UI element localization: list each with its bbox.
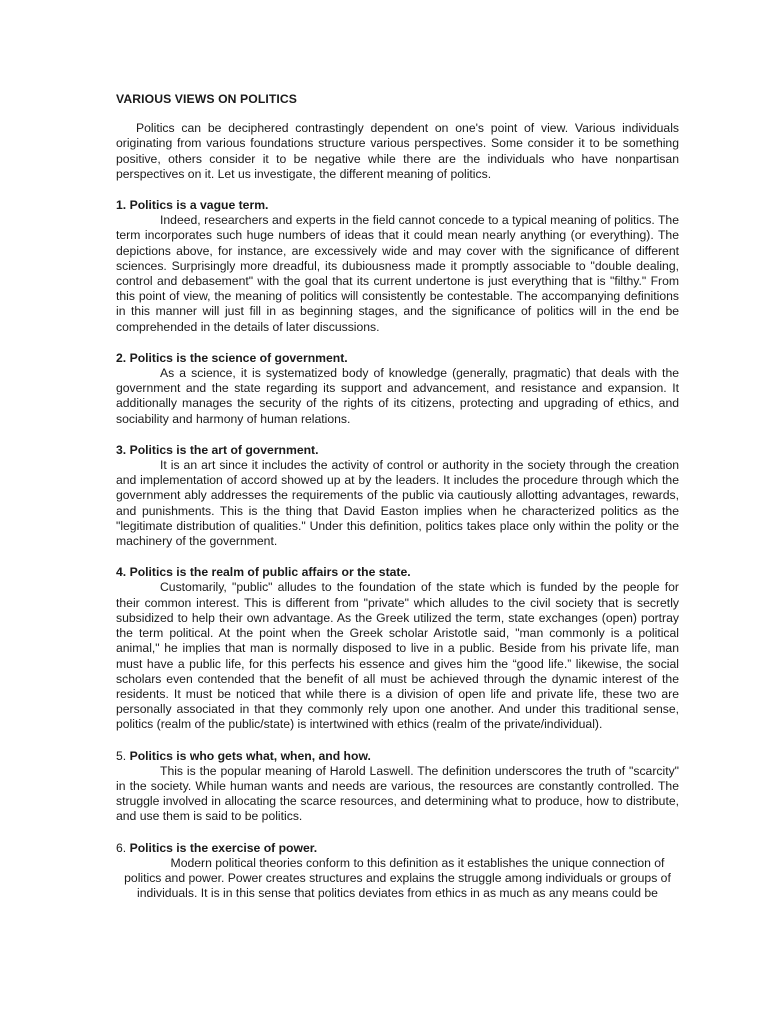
section-body: Customarily, "public" alludes to the foundation of the state which is funded by the people for their common interest. This is different from "private" which alludes to the civil society that is secretly subsidized to help their own advantage. As the Greek utilized the term, state exchanges (open) portray the term political. At the point when the Greek scholar Aristotle said, "man commonly is a political animal," he implies that man is normally disposed to live in a public. Beside from his private life, man must have a public life, for this perfects his essence and gives him the “good life.” likewise, the social scholars even contended that the benefit of all must be achieved through the dynamic interest of the residents. It must be noticed that while there is a division of open life and private life, these two are personally associated in that they commonly rely upon one another. And under this traditional sense, politics (realm of the public/state) is intertwined with ethics (realm of the private/individual).: [116, 580, 679, 732]
section-body: Indeed, researchers and experts in the field cannot concede to a typical meaning of politics. The term incorporates such huge numbers of ideas that it could mean nearly anything (or everything). The depictions above, for instance, are excessively wide and may cover with the significance of different sciences. Surprisingly more dreadful, its dubiousness made it promptly associable to "double dealing, control and debasement" with the goal that its current undertone is just everything that is "filthy." From this point of view, the meaning of politics will consistently be contestable. The accompanying definitions in this manner will just fill in as beginning stages, and the significance of politics will in the end be comprehended in the details of later discussions.: [116, 213, 679, 334]
section-number: 5.: [116, 748, 127, 763]
section-heading: [116, 841, 679, 856]
section-heading-text: Politics is the realm of public affairs or the state.: [129, 565, 411, 580]
section-body: As a science, it is systematized body of knowledge (generally, pragmatic) that deals with the government and the state regarding its support and advancement, and resistance and expansion. It additionally manages the security of the rights of its citizens, protecting and upgrading of ethics, and sociability and harmony of human relations.: [116, 366, 679, 426]
section-5: [116, 749, 679, 825]
section-heading: [116, 565, 679, 580]
section-body: Modern political theories conform to this definition as it establishes the unique connection of politics and power. Power creates structures and explains the struggle among individuals or groups of individuals. It is in this sense that politics deviates from ethics in as much as any means could be: [124, 855, 671, 901]
section-body: It is an art since it includes the activity of control or authority in the society through the creation and implementation of accord showed up at by the leaders. It includes the procedure through which the government ably addresses the requirements of the public via cautiously allotting advantages, rewards, and punishments. This is the thing that David Easton implies when he characterized politics as the "legitimate distribution of qualities." Under this definition, politics takes place only within the polity or the machinery of the government.: [116, 458, 679, 549]
section-4: [116, 565, 679, 732]
section-number: 2.: [116, 350, 127, 365]
section-number: 6.: [116, 840, 127, 855]
section-heading: [116, 443, 679, 458]
section-heading-text: Politics is the art of government.: [129, 442, 319, 457]
section-1: [116, 198, 679, 335]
section-heading: [116, 351, 679, 366]
section-heading-text: Politics is the exercise of power.: [129, 840, 318, 855]
section-heading: [116, 198, 679, 213]
section-heading-text: Politics is who gets what, when, and how.: [129, 748, 371, 763]
section-heading-text: Politics is a vague term.: [129, 198, 269, 213]
intro-paragraph: Politics can be deciphered contrastingly dependent on one's point of view. Various individuals originating from various foundations structure various perspectives. Some consider it to be something positive, others consider it to be negative while there are the individuals who have nonpartisan perspectives on it. Let us investigate, the different meaning of politics.: [116, 121, 679, 181]
section-body: This is the popular meaning of Harold Laswell. The definition underscores the truth of "scarcity" in the society. While human wants and needs are various, the resources are constantly controlled. The struggle involved in allocating the scarce resources, and determining what to produce, how to distribute, and use them is said to be politics.: [116, 763, 679, 824]
section-heading: [116, 749, 679, 764]
section-3: [116, 443, 679, 549]
section-number: 3.: [116, 442, 127, 457]
document-page: [116, 92, 679, 917]
section-6: [116, 841, 679, 902]
section-2: [116, 351, 679, 427]
section-number: 4.: [116, 565, 127, 580]
section-number: 1.: [116, 198, 127, 213]
section-heading-text: Politics is the science of government.: [129, 350, 348, 365]
document-title: VARIOUS VIEWS ON POLITICS: [116, 92, 298, 106]
